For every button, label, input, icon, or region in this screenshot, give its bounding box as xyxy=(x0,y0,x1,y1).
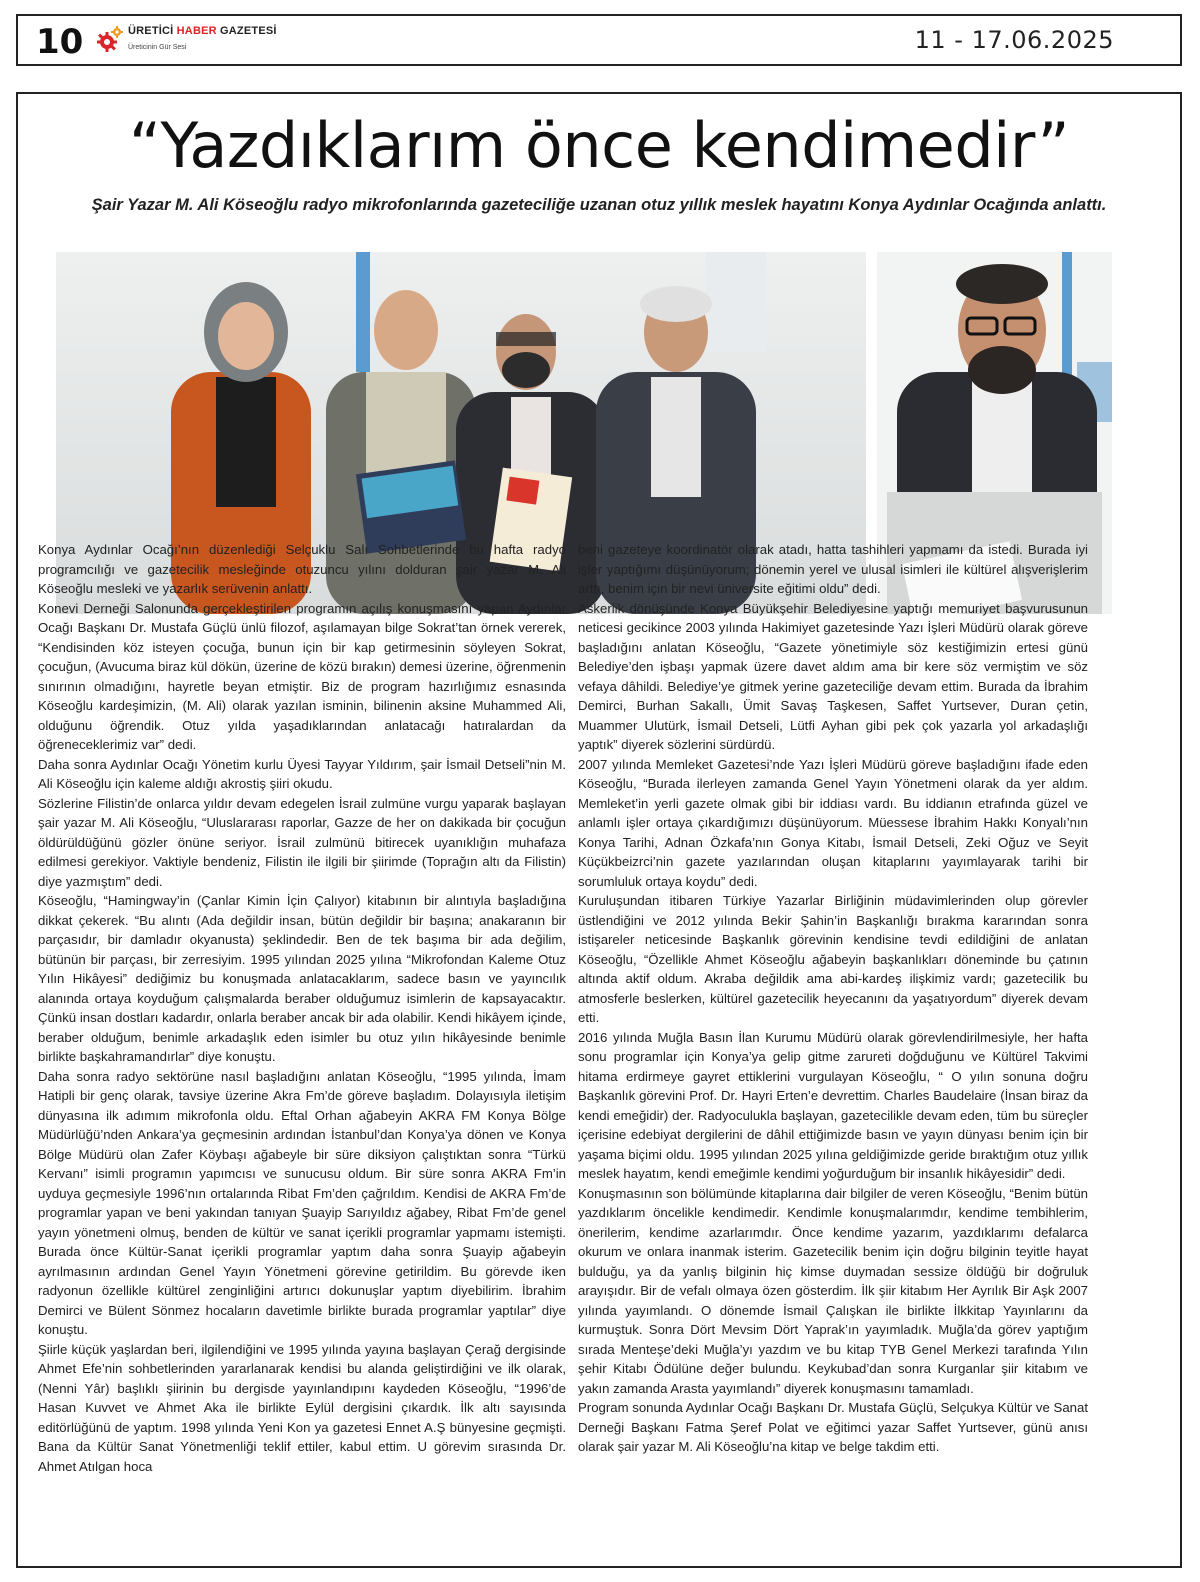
tagline: Üreticinin Gür Sesi xyxy=(128,44,187,51)
paragraph: Sözlerine Filistin’de onlarca yıldır devam edegelen İsrail zulmüne vurgu yaparak başlayan şair yazar M. Ali Köseoğlu, “Uluslararası raporlar, Gazze de her on dakikada bir çocuğun öldürüldüğünü gözler önüne seriyor. İsrail zulmünü bitirecek uyanıklığın muhafaza edilmesi gerekiyor. Vaktiyle bendeniz, Filistin ile ilgili bir şiirimde (Toprağın altı da Filistin) diye yazmıştım” dedi. xyxy=(38,795,566,889)
paragraph: Kuruluşundan itibaren Türkiye Yazarlar Birliğinin müdavimlerinden olup görevler üstlendiğini ve 2012 yılında Bekir Şahin’in Başkanlığı bırakma kararından sonra istişareler neticesinde Başkanlık görevinin kendisine tevdi edildiğini de anlatan Köseoğlu, “Özellikle Ahmet Köseoğlu ağabeyin başkanlıkları döneminde bu çatının altında aktif oldum. Akraba değildik ama abi-kardeş ilişkimiz vardı; gazetecilik bu atmosferle beslerken, kültürel gazetecilik heyecanını da yaşatıyordum” diyerek devam etti. xyxy=(578,893,1088,1025)
paragraph: Konya Aydınlar Ocağı’nın düzenlediği Selçuklu Salı Sohbetlerinde bu hafta radyo programcılığı ve gazetecilik mesleğinde otuzuncu yılını dolduran şair yazar M. Ali Köseoğlu mesleki ve yazarlık serüvenin anlattı. xyxy=(38,542,566,596)
masthead xyxy=(16,14,1182,66)
paragraph: Daha sonra radyo sektörüne nasıl başladığını anlatan Köseoğlu, “1995 yılında, İmam Hatipli bir genç olarak, tavsiye üzerine Akra Fm’de göreve başladım. Dolayısıyla iletişim dünyasına ilk adımım mikrofonla oldu. Eftal Orhan ağabeyin AKRA FM Konya Bölge Müdürlüğü’nden Ankara’ya geçmesinin ardından İstanbul’dan Konya’ya dönen ve Konya Bölge Müdürü olan Zafer Köybaşı ağabeyle bir süre diksiyon çalıştıktan sonra “Türkü Kervanı” isimli programın yapımcısı ve sunucusu oldum. Bir süre sonra AKRA Fm’in uyduya geçmesiyle 1996’nın ortalarında Ribat Fm’den çağrıldım. Kendisi de AKRA Fm’de programlar yapan ve beni yakından tanıyan Şuayip Sarıyıldız ağabey, Ribat Fm’de genel yayın yönetmeni olmuş, benden de kültür ve sanat içerikli programlar yapmamı istemişti. Burada önce Kültür-Sanat içerikli programlar yaptım daha sonra Şuayip ağabeyin ayrılmasının ardından Genel Yayın Yönetmeni görevine getirildim. Bu görevde iken radyonun özellikle kültürel zenginliğini artırıcı dokunuşlar yaptım diyebilirim. İbrahim Demirci ve Bülent Sönmez hocaların davetimle birlikte burada programlar yaptılar” diye konuştu. xyxy=(38,1068,566,1337)
gear-icon xyxy=(94,25,124,55)
brand-name xyxy=(128,25,277,37)
paragraph: Konevi Derneği Salonunda gerçekleştirilen programın açılış konuşmasını yapan Aydınlar Ocağı Başkanı Dr. Mustafa Güçlü ünlü filozof, aşılamayan bilge Sokrat’tan örnek vererek, “Kendisinden köz isteyen çocuğa, bunun için bir kap getirmesinin söyleyen Sokrat, çocuğun, (Avucuma biraz kül dökün, üzerine de közü bırakın) demesi üzerine, öğrenmenin sınırının olmadığını, hayretle beyan etmiştir. Biz de program hazırlığımız esnasında Köseoğlu kardeşimizin, (M. Ali) olarak yazılan isminin, bilinenin aksine Muhammed Ali, olduğunu öğrendik. Otuz yılda yaşadıklarından anlatacağı hatıralardan da öğreneceklerimiz var” dedi. xyxy=(38,600,566,752)
article-column-left xyxy=(38,540,566,1476)
article-column-right xyxy=(578,540,1088,1457)
brand-prefix: ÜRETİCİ xyxy=(128,25,177,37)
issue-date: 11 - 17.06.2025 xyxy=(914,26,1114,54)
paragraph: 2016 yılında Muğla Basın İlan Kurumu Müdürü olarak görevlendirilmesiyle, her hafta sonu programlar için Konya’ya gelip gitme zarureti doğduğunu ve Kültürel Takvimi hitama erdirmeye gayret ettiklerini vurgulayan Köseoğlu, “ O yılın sonuna doğru Başkanlık görevini Prof. Dr. Hayri Erten’e devrettim. Charles Baudelaire (İnsan biraz da kendi emeğidir) der. Radyoculukla başlayan, gazetecilikle devam eden, tüm bu süreçler içerisine edebiyat dergilerini de dâhil ettiğimizde basın ve yayın dünyası benim için bir yaşama biçimi oldu. 1995 yılından 2025 yılına geldiğimizde geride bıraktığım otuz yıllık meslek hayatım, kendi emeğimle kendimi yoğurduğum bir insanlık hikâyesidir” dedi. xyxy=(578,1029,1088,1181)
paragraph: Şiirle küçük yaşlardan beri, ilgilendiğini ve 1995 yılında yayına başlayan Çerağ dergisinde Ahmet Efe’nin sohbetlerinden yararlanarak kendisi bu alanda geliştirdiğini ve ilk olarak, (Nenni Yâr) başlıklı şiirinin bu dergisde yayınlandıpını kaydeden Köseoğlu, “1996’de Hasan Kuvvet ve Ahmet Aka ile birlikte Eylül dergisini çıkardık. İlk altı sayısında editörlüğünü de yaptım. 1998 yılında Yeni Kon ya gazetesi Ennet A.Ş bünyesine geçmişti. Bana da Kültür Sanat Yönetmenliği teklif ettiler, kabul ettim. U görevim sırasında Dr. Ahmet Atılgan hoca xyxy=(38,1341,566,1474)
paragraph: Askerlik dönüşünde Konya Büyükşehir Belediyesine yaptığı memuriyet başvurusunun neticesi gecikince 2003 yılında Hakimiyet gazetesinde Yazı İşleri Müdürü olarak göreve başladığını anlatan Köseoğlu, “Gazete yönetimiyle söz kestiğimizin ertesi günü Belediye’den işbaşı yapmak üzere davet aldım ama bir kere söz vermiştim ve söz vefaya dâhildi. Belediye’ye gitmek yerine gazeteciliğe devam ettim. Burada da İbrahim Demirci, Burhan Sakallı, Ümit Savaş Taşkesen, Saffet Yurtsever, Duran çetin, Muammer Ulutürk, İsmail Detseli, Lütfi Ayhan gibi pek çok yazarla yol arkadaşlığı yaptık” diyerek sözlerini sürdürdü. xyxy=(578,600,1088,752)
paragraph: Köseoğlu, “Hamingway’in (Çanlar Kimin İçin Çalıyor) kitabının bir alıntıyla başladığına dikkat çekerek. “Bu alıntı (Ada değildir insan, bütün değildir bir başına; anakaranın bir parçasıdır, bir damladır okyanusta) şeklindedir. Ben de tek başıma bir ada değilim, bütünün bir parçası, bir zerresiyim. 1995 yılından 2025 yılına “Mikrofondan Kaleme Otuz Yılın Hikâyesi” dediğimiz bu konuşmada anlatacaklarım, sadece basın ve yayıncılık alanında ortaya koyduğum çalışmalarda beraber olduğumuz isimlerin de kapsayacaktır. Çünkü insan dostları kadardır, onlarla beraber ancak bir ada olabilir. Kendi hikâyem içinde, beraber olduğum, benimle arkadaşlık eden isimler bu otuz yılın hikâyesinde benimle birlikte başkahramandırlar” diye konuştu. xyxy=(38,893,566,1064)
brand-highlight: HABER xyxy=(176,25,217,37)
paragraph: Program sonunda Aydınlar Ocağı Başkanı Dr. Mustafa Güçlü, Selçukya Kültür ve Sanat Derneği Başkanı Fatma Şeref Polat ve eğitimci yazar Saffet Yurtsever, günü anısı olarak şair yazar M. Ali Köseoğlu’na kitap ve belge takdim etti. xyxy=(578,1400,1088,1454)
brand-suffix: GAZETESİ xyxy=(216,25,277,37)
paragraph: beni gazeteye koordinatör olarak atadı, hatta tashihleri yapmamı da istedi. Burada iyi işler yaptığımı düşünüyorum; dönemin yerel ve ulusal isimleri ile kültürel alışverişlerim arttı, benim için bir nevi üniversite eğitimi oldu” dedi. xyxy=(578,542,1088,596)
paragraph: Daha sonra Aydınlar Ocağı Yönetim kurlu Üyesi Tayyar Yıldırım, şair İsmail Detseli”nin M. Ali Köseoğlu için kaleme aldığı akrostiş şiiri okudu. xyxy=(38,756,566,791)
paragraph: 2007 yılında Memleket Gazetesi’nde Yazı İşleri Müdürü göreve başladığını ifade eden Köseoğlu, “Burada ilerleyen zamanda Genel Yayın Yönetmeni olarak da yer aldım. Memleket’in yerli gazete olmak gibi bir iddiası vardı. Bu iddianın etrafında güzel ve anlamlı işler ortaya çıkardığımızı düşünüyorum. Müessese İbrahim Hakkı Konyalı’nın Konya Tarihi, Adnan Özkafa’nın Gonya Kitabı, İsmail Detseli, Zeki Oğuz ve Seyit Küçükbeizrci’nin gazete yazılarından oluşan kitaplarını yayımlayarak tarihi bir sorumluluk ortaya koydu” dedi. xyxy=(578,756,1088,889)
paragraph: Konuşmasının son bölümünde kitaplarına dair bilgiler de veren Köseoğlu, “Benim bütün yazdıklarım öncelikle kendimedir. Kendimle konuşmalarımdır, kendime tembihlerim, önerilerim, kendime azarlarımdır. Önce kendime yazarım, yazdıklarımı defalarca okurum ve onlara inanmak isterim. Gazetecilik benim için doğru bilginin teyitle hayat bulduğu, ya da yanlış bilginin hiç kimse duymadan sessize öldüğü bir doğruluk arayışıdır. Bir de vefalı olmaya özen gösterdim. İlk şiir kitabım Her Ayrılık Bir Aşk 2007 yılında yayımlandı. O dönemde İsmail Çalışkan ile birlikte İlkkitap Yayınlarını da kurmuştuk. Sonra Dört Mevsim Dört Yaprak’ın yayımladık. Muğla’da görev yaptığım sırada Menteşe’deki Muğla’yı yazdım ve bu kitap TYB Genel Merkezi tarafında Yılın şehir Kitabı Ödülüne değer bulundu. Keykubad’dan sonra Kurganlar şiir kitabım ve yakın zamanda Arasta yayımlandı” diyerek konuşmasını tamamladı. xyxy=(578,1185,1088,1396)
deck: Şair Yazar M. Ali Köseoğlu radyo mikrofonlarında gazeteciliğe uzanan otuz yıllık meslek hayatını Konya Aydınlar Ocağında anlattı. xyxy=(91,196,1107,214)
page-number: 10 xyxy=(36,22,84,62)
headline: “Yazdıklarım önce kendimedir” xyxy=(128,109,1070,182)
